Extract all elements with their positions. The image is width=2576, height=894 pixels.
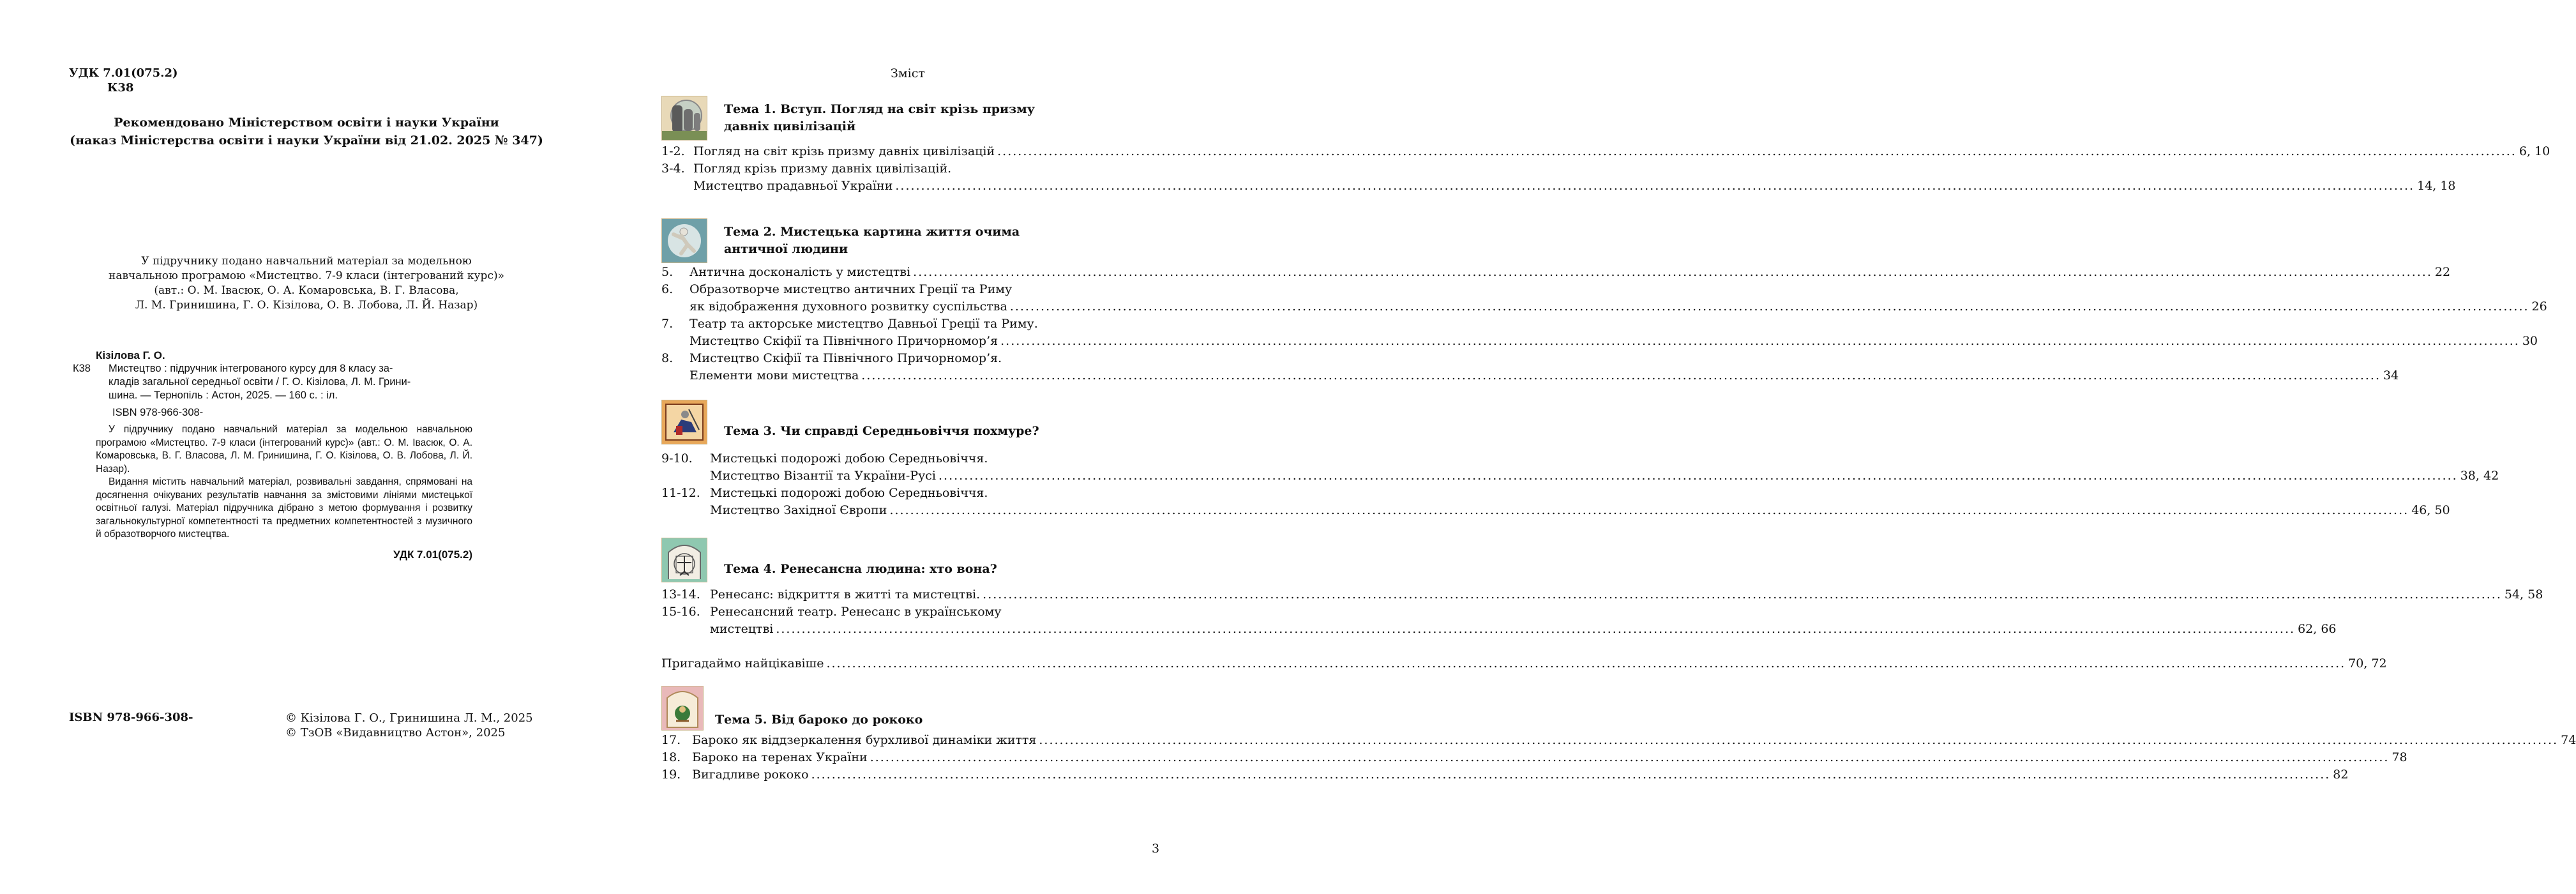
udk-header [69,66,178,95]
topic-2-entries [661,264,2547,384]
topic-3-header [661,400,1039,444]
entry-number: 8. [661,351,674,365]
topic-title-line: давніх цивілізацій [724,119,856,133]
card-description: Мистецтво : підручник інтегрованого курсу для 8 класу за- [109,363,393,374]
catalog-card [70,349,472,561]
entry-number: 1-2. [661,144,685,158]
card-code: К38 [73,363,91,374]
entry-number: 17. [661,733,681,747]
topic-4-entries [661,586,2543,638]
abstract-paragraph: Видання містить навчальний матеріал, розвивальні завдання, спрямовані на досягнення очікуваних результатів навчання за змістовими лініями мистецької освітньої галузі. Матеріал підручника дібрано з метою формування і розвитку загальнокультурної компетентності та предметних компетентностей з музичного й образотворчого мистецтва. [96,476,472,540]
entry-page: 78 [2391,750,2407,764]
toc-entry-cont[interactable] [661,502,2450,519]
entry-page: 70, 72 [2348,656,2387,670]
toc-entry[interactable] [661,732,2576,749]
entry-text: Образотворче мистецтво античних Греції та Риму [689,282,1013,296]
k38-code: К38 [107,81,134,95]
toc-entry-cont[interactable] [661,333,2538,350]
entry-text: Ренесансний театр. Ренесанс в українському [710,605,1002,619]
entry-text: Ренесанс: відкриття в житті та мистецтві. [710,587,981,602]
card-description-cont: кладів загальної середньої освіти / Г. О. Кізілова, Л. М. Грини- [109,376,411,388]
entry-text: Мистецтво Західної Європи [710,503,887,517]
topic-3-entries [661,450,2499,519]
entry-text: Погляд на світ крізь призму давніх цивілізацій [693,144,995,158]
entry-page: 26 [2531,299,2547,314]
recommendation-line: (наказ Міністерства освіти і науки України від 21.02. 2025 № 347) [70,133,543,148]
copyright-line: © ТзОВ «Видавництво Астон», 2025 [285,726,506,739]
entry-text: Мистецтво Скіфії та Північного Причорномор’я. [689,351,1002,365]
entry-text: Вигадливе рококо [692,768,809,782]
entry-page: 74 [2561,733,2576,747]
toc-entry[interactable] [661,749,2407,766]
topic-title-line: Тема 2. Мистецька картина життя очима [724,225,1020,239]
entry-page: 14, 18 [2417,179,2456,193]
entry-number: 5. [661,265,674,279]
entry-page: 82 [2333,768,2349,782]
entry-text: Мистецтво прадавньої України [693,179,893,193]
toc-entry[interactable] [661,281,1141,298]
entry-page: 6, 10 [2519,144,2550,158]
topic-5-title: Тема 5. Від бароко до рококо [715,712,923,727]
entry-number: 9-10. [661,451,693,466]
toc-entry[interactable] [661,603,1141,621]
toc-entry[interactable] [661,485,1141,502]
toc-entry[interactable] [661,264,2451,281]
recap-entry[interactable] [661,655,2387,672]
topic-4-title [724,561,997,578]
recap-entry-wrap [661,655,2387,672]
topic-4-header [661,538,997,582]
abstract-paragraph: У підручнику подано навчальний матеріал за модельною навчальною програмою «Мистецтво. 7-9 класи (інтегрований курс)» (авт.: О. М. Івасюк, О. А. Комаровська, В. Г. Власова, Л. М. Гринишина, Г. О. Кізілова, О. В. Лобова, Л. Й. Назар). [96,424,472,474]
entry-text: Мистецькі подорожі добою Середньовіччя. [710,486,988,500]
entry-number: 15-16. [661,605,700,619]
entry-text: Погляд крізь призму давніх цивілізацій. [693,162,952,176]
entry-number: 19. [661,768,681,782]
toc-entry-cont[interactable] [661,298,2547,315]
annotation-line: У підручнику подано навчальний матеріал за модельною [141,255,472,268]
entry-page: 46, 50 [2411,503,2450,517]
toc-entry[interactable] [661,450,1141,467]
entry-page: 34 [2383,368,2399,383]
annotation-note [64,254,549,313]
topic-5-header [661,686,923,731]
recommendation-line: Рекомендовано Міністерством освіти і науки України [114,116,499,130]
topic-title-line: Тема 3. Чи справді Середньовіччя похмуре? [724,423,1039,438]
annotation-line: (авт.: О. М. Івасюк, О. А. Комаровська, В. Г. Власова, [154,284,459,297]
entry-page: 22 [2434,265,2451,279]
topic-1-entries [661,143,2550,195]
entry-text: як відображення духовного розвитку суспільства [689,299,1007,314]
entry-text: Театр та акторське мистецтво Давньої Греції та Риму. [689,317,1038,331]
topic-1-header [661,96,1035,140]
annotation-line: Л. М. Гринишина, Г. О. Кізілова, О. В. Лобова, Л. Й. Назар) [135,299,478,312]
udk-code: УДК 7.01(075.2) [69,66,178,80]
topic-2-title [724,224,1020,258]
toc-entry-cont[interactable] [661,621,2337,638]
entry-page: 38, 42 [2460,469,2499,483]
topic-5-entries [661,732,2576,784]
entry-text: Мистецтво Скіфії та Північного Причорномор’я [689,334,998,348]
page-number: 3 [1152,842,1160,856]
entry-number: 6. [661,282,674,296]
moai-icon [661,96,707,140]
toc-title: Зміст [891,66,925,80]
entry-text: Мистецтво Візантії та України-Русі [710,469,936,483]
vitruvian-icon [661,538,707,582]
entry-text: Бароко на теренах України [692,750,868,764]
topic-title-line: Тема 1. Вступ. Погляд на світ крізь призму [724,102,1035,116]
recommendation-note [64,114,549,149]
card-isbn: ISBN 978-966-308- [112,407,204,418]
toc-entry-cont[interactable] [661,367,2399,384]
toc-entry-cont[interactable] [661,467,2499,485]
entry-page: 30 [2522,334,2538,348]
toc-entry[interactable] [661,143,2550,160]
entry-text: Пригадаймо найцікавіше [661,656,824,670]
card-description-cont: шина. — Тернопіль : Астон, 2025. — 160 с. : іл. [109,390,338,401]
toc-entry-cont[interactable] [661,178,2456,195]
copyright-line: © Кізілова Г. О., Гринишина Л. М., 2025 [285,711,533,725]
card-abstract [70,423,472,542]
knight-icon [661,400,707,444]
entry-number: 13-14. [661,587,700,602]
topic-title-line: античної людини [724,242,848,256]
topic-title-line: Тема 4. Ренесансна людина: хто вона? [724,561,997,576]
entry-text: Елементи мови мистецтва [689,368,859,383]
entry-number: 3-4. [661,162,685,176]
toc-entry[interactable] [661,315,1141,333]
entry-number: 11-12. [661,486,700,500]
card-author: Кізілова Г. О. [96,349,165,361]
annotation-line: навчальною програмою «Мистецтво. 7-9 класи (інтегрований курс)» [109,269,504,282]
entry-number: 7. [661,317,674,331]
discobolus-icon [661,218,707,263]
toc-entry[interactable] [661,766,2349,784]
card-udk: УДК 7.01(075.2) [393,548,472,561]
entry-text: мистецтві [710,622,774,636]
entry-text: Бароко як віддзеркалення бурхливої динаміки життя [692,733,1037,747]
toc-entry[interactable] [661,160,1141,178]
baroque-icon [661,686,704,731]
entry-page: 62, 66 [2298,622,2337,636]
entry-text: Антична досконалість у мистецтві [689,265,911,279]
topic-3-title [724,423,1039,440]
entry-page: 54, 58 [2504,587,2543,602]
topic-2-header [661,218,1020,263]
toc-entry[interactable] [661,586,2543,603]
isbn-bottom: ISBN 978-966-308- [69,711,193,724]
toc-entry[interactable] [661,350,1141,367]
topic-1-title [724,101,1035,135]
entry-number: 18. [661,750,681,764]
copyright [285,711,533,740]
entry-text: Мистецькі подорожі добою Середньовіччя. [710,451,988,466]
